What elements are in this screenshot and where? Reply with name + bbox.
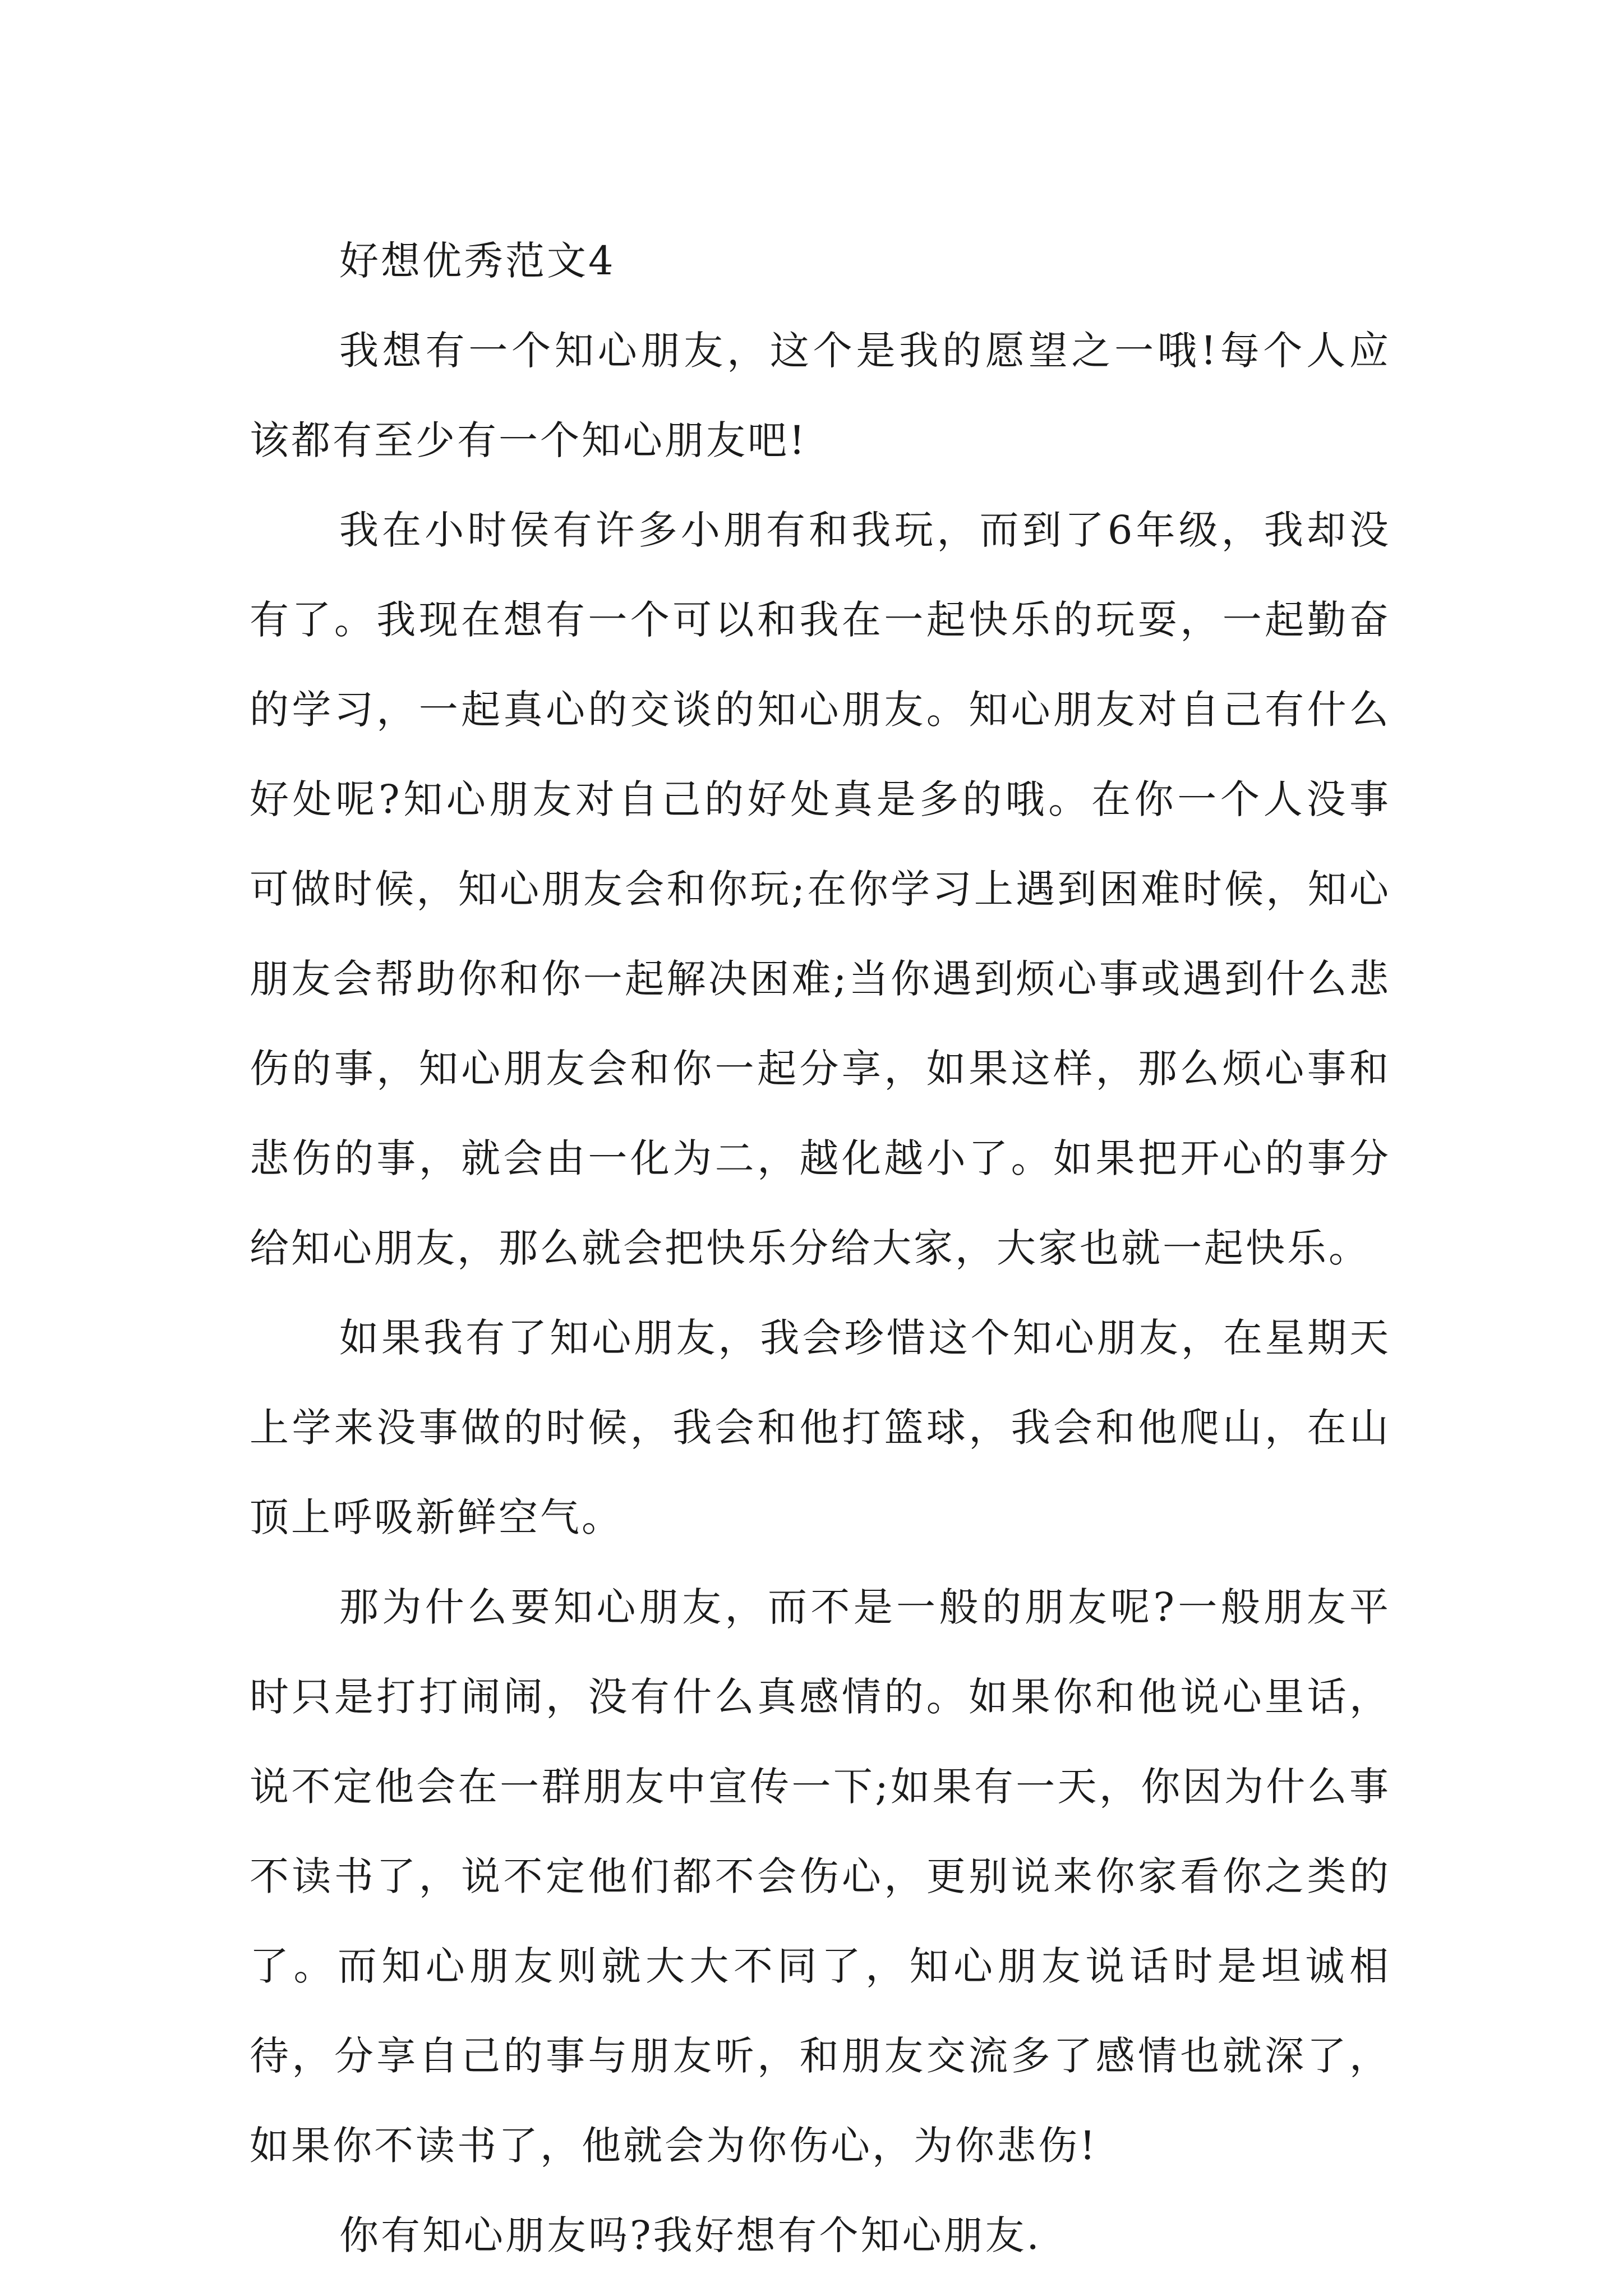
- document-title: 好想优秀范文4: [339, 238, 616, 284]
- paragraph-2: 我在小时侯有许多小朋有和我玩，而到了6年级，我却没有了。我现在想有一个可以和我在一起快乐的玩耍，一起勤奋的学习，一起真心的交谈的知心朋友。知心朋友对自己有什么好处呢?知心朋友对自己的好处真是多的哦。在你一个人没事可做时候，知心朋友会和你玩;在你学习上遇到困难时候，知心朋友会帮助你和你一起解决困难;当你遇到烦心事或遇到什么悲伤的事，知心朋友会和你一起分享，如果这样，那么烦心事和悲伤的事，就会由一化为二，越化越小了。如果把开心的事分给知心朋友，那么就会把快乐分给大家，大家也就一起快乐。: [250, 507, 1391, 1271]
- paragraph-1: 我想有一个知心朋友，这个是我的愿望之一哦!每个人应该都有至少有一个知心朋友吧!: [250, 328, 1391, 463]
- paragraph-4: 那为什么要知心朋友，而不是一般的朋友呢?一般朋友平时只是打打闹闹，没有什么真感情的。如果你和他说心里话，说不定他会在一群朋友中宣传一下;如果有一天，你因为什么事不读书了，说不定他们都不会伤心，更别说来你家看你之类的了。而知心朋友则就大大不同了，知心朋友说话时是坦诚相待，分享自己的事与朋友听，和朋友交流多了感情也就深了，如果你不读书了，他就会为你伤心，为你悲伤!: [250, 1584, 1391, 2169]
- paragraph-5: 你有知心朋友吗?我好想有个知心朋友.: [339, 2212, 1041, 2258]
- paragraph-3: 如果我有了知心朋友，我会珍惜这个知心朋友，在星期天上学来没事做的时候，我会和他打篮球，我会和他爬山，在山顶上呼吸新鲜空气。: [250, 1315, 1391, 1540]
- document-body: [250, 216, 1391, 2280]
